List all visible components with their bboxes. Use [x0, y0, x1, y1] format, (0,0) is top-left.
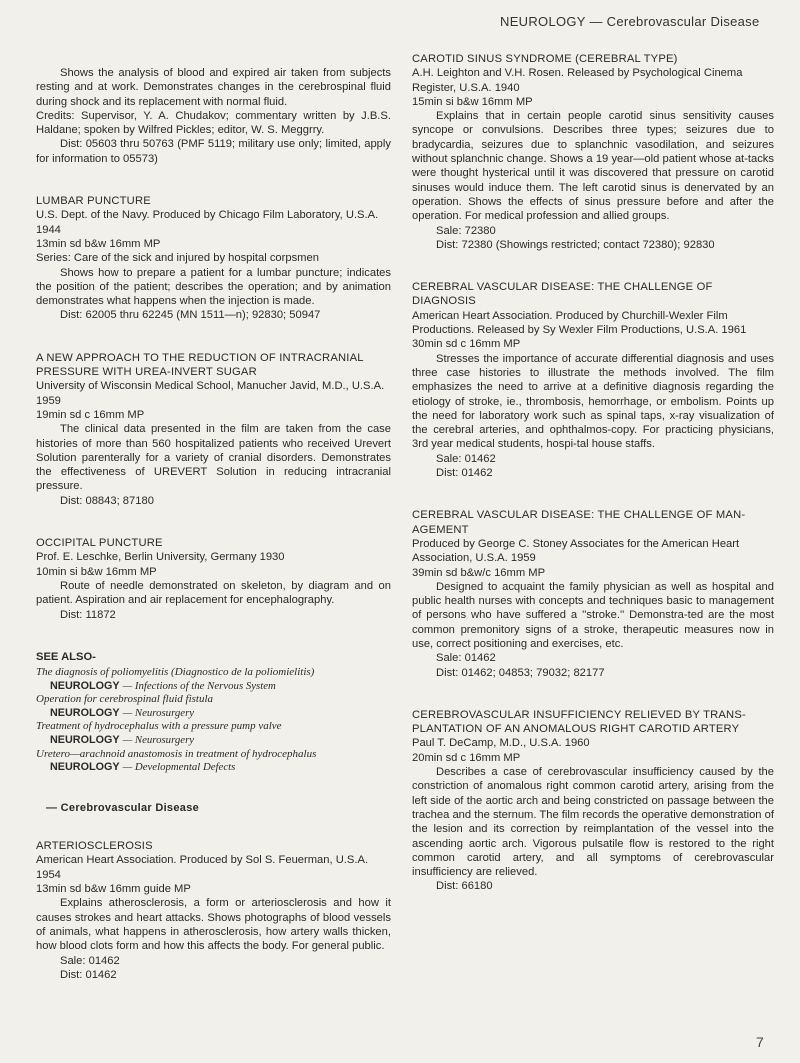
entry-description: Describes a case of cerebrovascular insufficiency caused by the constriction of anomalous right common carotid artery, arising from the left side of the aortic arch and being constricted on passage between the trachea and the sternum. The film records the operative demonstration of the lesion and its correction by reimplantation of the vessel into the ascending aortic arch. Vigorous pulsatile flow is restored to the right common carotid artery, and all symptoms of cerebrovascular insufficiency are relieved.	[412, 766, 774, 879]
left-column	[36, 66, 391, 1010]
entry-description: Explains that in certain people carotid sinus sensitivity causes syncope or convulsions. Describes three types; seizures due to bradycardia, seizures due to splanchnic vasodilation, and seizures without splanchnic change. Shows a 19 year—old patient whose at-tacks were thought hysterical until it was discovered that pressure on carotid sinuses would induce them. The left carotid sinus is denervated by an operation. Shows the effects of sinus pressure before and after the operation. For medical profession and allied groups.	[412, 110, 774, 223]
see-also-item: The diagnosis of poliomyelitis (Diagnostico de la poliomielitis)	[36, 666, 315, 679]
film-entry	[412, 708, 774, 894]
section-heading: — Cerebrovascular Disease	[46, 801, 200, 814]
entry-title: CEREBRAL VASCULAR DISEASE: THE CHALLENGE OF DIAGNOSIS	[412, 281, 713, 308]
entry-sale: Sale: 01462	[436, 452, 496, 465]
entry-producer: A.H. Leighton and V.H. Rosen. Released by Psychological Cinema Register, U.S.A. 1940	[412, 67, 743, 94]
entry-title: CEREBRAL VASCULAR DISEASE: THE CHALLENGE OF MAN-AGEMENT	[412, 509, 746, 536]
entry-sale: Sale: 01462	[60, 954, 120, 967]
see-also-header: SEE ALSO-	[36, 650, 96, 663]
entry-title: ARTERIOSCLEROSIS	[36, 840, 153, 853]
see-also-ref-sub: — Neurosurgery	[122, 706, 195, 719]
entry-producer: American Heart Association. Produced by Churchill-Wexler Film Productions. Released by Sy Wexler Film Productions, U.S.A. 1961	[412, 309, 747, 337]
entry-producer: Prof. E. Leschke, Berlin University, Germany 1930	[36, 551, 285, 564]
see-also-ref-sub: — Neurosurgery	[122, 734, 195, 747]
film-entry	[36, 351, 391, 508]
entry-dist: Dist: 72380 (Showings restricted; contact 72380); 92830	[436, 238, 715, 251]
entry-title: CEREBROVASCULAR INSUFFICIENCY RELIEVED BY TRANS-PLANTATION OF AN ANOMALOUS RIGHT CAROTID ARTERY	[412, 708, 746, 736]
entry-dist: Dist: 05603 thru 50763 (PMF 5119; military use only; limited, apply for information to 05573)	[36, 138, 391, 165]
entry-dist: Dist: 01462	[60, 968, 117, 981]
entry-sale: Sale: 01462	[436, 652, 496, 665]
entry-description: Designed to acquaint the family physician as well as hospital and public health nurses with concepts and techniques basic to management of persons who have suffered a ''stroke.'' Demonstra-ted are the most common premonitory signs of a stroke, therapeutic measures now in use, correct positioning and exercises, etc.	[412, 580, 774, 650]
see-also-ref-main: NEUROLOGY	[50, 761, 120, 774]
see-also-ref-main: NEUROLOGY	[50, 706, 120, 719]
film-entry	[412, 280, 774, 480]
see-also-item: Uretero—arachnoid anastomosis in treatment of hydrocephalus	[36, 747, 317, 760]
entry-format: 39min sd b&w/c 16mm MP	[412, 566, 546, 579]
see-also-ref	[36, 707, 391, 721]
entry-format: 10min si b&w 16mm MP	[36, 565, 157, 578]
see-also-item: Treatment of hydrocephalus with a pressure pump valve	[36, 720, 282, 733]
entry-title: OCCIPITAL PUNCTURE	[36, 537, 163, 550]
right-column	[412, 52, 774, 922]
entry-sale: Sale: 72380	[436, 224, 496, 237]
film-entry	[36, 194, 391, 323]
entry-title: LUMBAR PUNCTURE	[36, 195, 151, 208]
entry-format: 19min sd c 16mm MP	[36, 408, 145, 421]
see-also-block	[36, 650, 391, 775]
see-also-ref-sub: — Developmental Defects	[122, 761, 236, 774]
entry-producer: Produced by George C. Stoney Associates for the American Heart Association, U.S.A. 1959	[412, 537, 740, 565]
continued-entry	[36, 66, 391, 166]
entry-dist: Dist: 62005 thru 62245 (MN 1511—n); 92830; 50947	[60, 309, 321, 322]
running-head: NEUROLOGY — Cerebrovascular Disease	[500, 14, 760, 29]
entry-format: 13min sd b&w 16mm MP	[36, 237, 161, 250]
see-also-ref-sub: — Infections of the Nervous System	[122, 679, 276, 692]
entry-dist: Dist: 01462	[436, 467, 493, 480]
entry-credits: Credits: Supervisor, Y. A. Chudakov; commentary written by J.B.S. Haldane; spoken by Wilfred Pickles; editor, W. S. Meggrry.	[36, 109, 391, 137]
entry-producer: American Heart Association. Produced by Sol S. Feuerman, U.S.A. 1954	[36, 854, 369, 881]
page-number: 7	[756, 1034, 764, 1050]
see-also-item: Operation for cerebrospinal fluid fistula	[36, 693, 214, 706]
entry-format: 30min sd c 16mm MP	[412, 338, 521, 351]
entry-dist: Dist: 66180	[436, 880, 493, 893]
entry-description: Explains atherosclerosis, a form or arteriosclerosis and how it causes strokes and heart attacks. Shows photographs of blood vessels of animals, what happens in atherosclerosis, how artery walls thicken, how blood clots form and how this affects the body. For general public.	[36, 897, 391, 953]
see-also-ref	[36, 680, 391, 694]
entry-description: Stresses the importance of accurate differential diagnosis and uses three case histories to illustrate the methods involved. The film emphasizes the need to arrive at a definitive diagnosis regarding the etiology of stroke, ie., thrombosis, hemorrhage, or embolism. Points up the need for laboratory work such as spinal taps, x-ray visualization of the cerebral arteries, and ophthalmos-copy. For practicing physicians, 3rd year medical students, hospi-tal house staffs.	[412, 352, 774, 451]
film-entry	[36, 839, 391, 982]
entry-description: Shows how to prepare a patient for a lumbar puncture; indicates the position of the patient; describes the operation; and by animation demonstrates what happens when the injection is made.	[36, 266, 391, 308]
entry-dist: Dist: 11872	[60, 608, 116, 621]
entry-description: Shows the analysis of blood and expired air taken from subjects resting and at work. Demonstrates changes in the cerebrospinal fluid during shock and its replacement with normal fluid.	[36, 67, 391, 108]
entry-format: 15min si b&w 16mm MP	[412, 95, 533, 108]
see-also-ref-main: NEUROLOGY	[50, 734, 120, 747]
see-also-ref	[36, 761, 391, 775]
film-entry	[412, 508, 774, 680]
entry-producer: Paul T. DeCamp, M.D., U.S.A. 1960	[412, 737, 590, 750]
entry-series: Series: Care of the sick and injured by hospital corpsmen	[36, 252, 319, 265]
film-entry	[412, 52, 774, 252]
film-entry	[36, 536, 391, 622]
see-also-ref-main: NEUROLOGY	[50, 679, 120, 692]
entry-description: Route of needle demonstrated on skeleton, by diagram and on patient. Aspiration and air replacement for encephalography.	[36, 579, 391, 607]
entry-title: CAROTID SINUS SYNDROME (CEREBRAL TYPE)	[412, 53, 678, 65]
see-also-ref	[36, 734, 391, 748]
entry-producer: University of Wisconsin Medical School, Manucher Javid, M.D., U.S.A. 1959	[36, 380, 385, 407]
entry-description: The clinical data presented in the film are taken from the case histories of more than 560 hospitalized patients who received Urevert Solution parenterally for a variety of cranial disorders. Demonstrates the effectiveness of UREVERT Solution in reducing intracranial pressure.	[36, 423, 391, 493]
entry-dist: Dist: 08843; 87180	[60, 494, 154, 507]
entry-dist: Dist: 01462; 04853; 79032; 82177	[436, 666, 605, 679]
entry-format: 20min sd c 16mm MP	[412, 751, 521, 764]
entry-title: A NEW APPROACH TO THE REDUCTION OF INTRACRANIAL PRESSURE WITH UREA-INVERT SUGAR	[36, 351, 364, 379]
entry-producer: U.S. Dept. of the Navy. Produced by Chicago Film Laboratory, U.S.A. 1944	[36, 209, 379, 236]
entry-format: 13min sd b&w 16mm guide MP	[36, 883, 191, 896]
